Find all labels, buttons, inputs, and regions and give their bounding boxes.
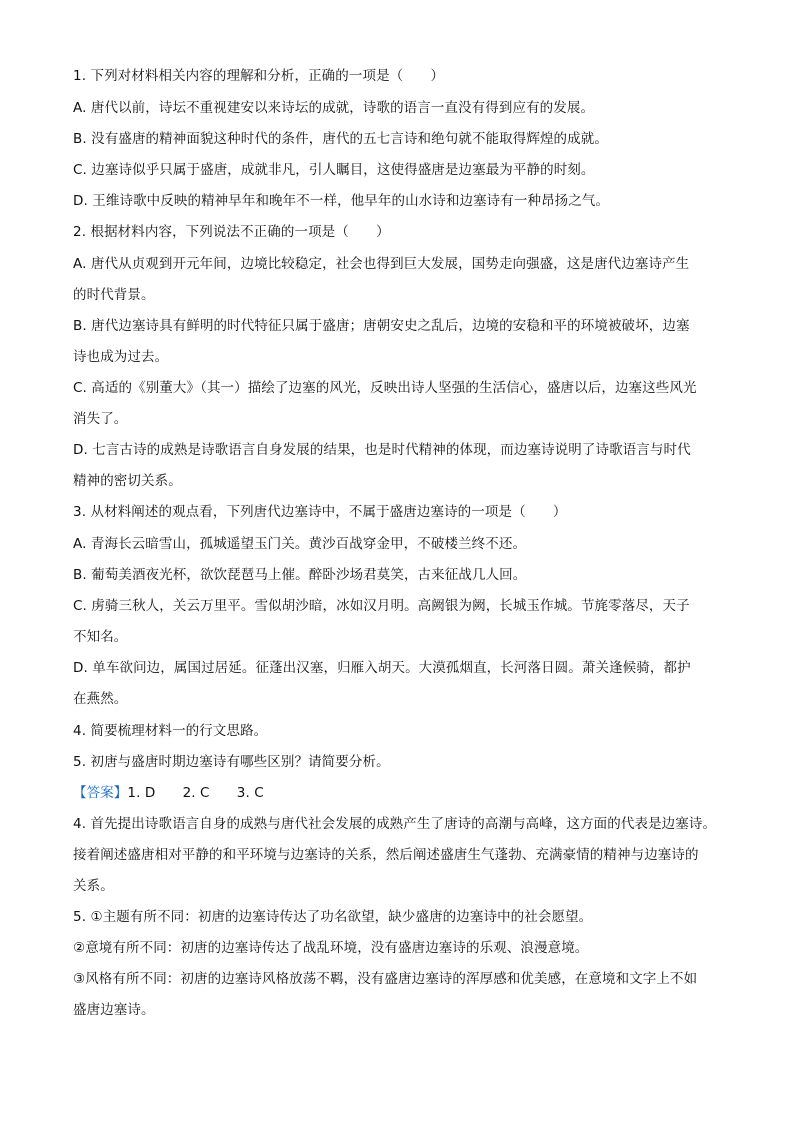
q3-option-c-line2: 不知名。 [73,629,128,645]
q2-option-b-line2: 诗也成为过去。 [73,349,169,365]
answer-4-line2: 接着阐述盛唐相对平静的和平环境与边塞诗的关系，然后阐述盛唐生气蓬勃、充满豪情的精神与边塞诗的 [73,847,699,863]
q5-stem: 5. 初唐与盛唐时期边塞诗有哪些区别？请简要分析。 [73,754,390,770]
q3-option-a: A. 青海长云暗雪山，孤城遥望玉门关。黄沙百战穿金甲，不破楼兰终不还。 [73,536,527,552]
q2-option-d-line1: D. 七言古诗的成熟是诗歌语言自身发展的结果，也是时代精神的体现，而边塞诗说明了诗歌语言与时代 [73,442,691,458]
q1-stem: 1. 下列对材料相关内容的理解和分析，正确的一项是（ ） [73,68,445,84]
q2-stem: 2. 根据材料内容，下列说法不正确的一项是（ ） [73,224,390,240]
q3-option-d-line2: 在燕然。 [73,691,128,707]
q2-option-b-line1: B. 唐代边塞诗具有鲜明的时代特征只属于盛唐；唐朝安史之乱后，边境的安稳和平的环境被破坏，边塞 [73,318,690,334]
answer-5-line1: 5. ①主题有所不同：初唐的边塞诗传达了功名欲望，缺少盛唐的边塞诗中的社会愿望。 [73,909,593,925]
q2-option-c-line2: 消失了。 [73,411,128,427]
q3-option-d-line1: D. 单车欲问边，属国过居延。征蓬出汉塞，归雁入胡天。大漠孤烟直，长河落日圆。萧关逢候骑，都护 [73,660,691,676]
answer-tag: 【答案】 [73,785,128,801]
answer-4-line1: 4. 首先提出诗歌语言自身的成熟与唐代社会发展的成熟产生了唐诗的高潮与高峰，这方面的代表是边塞诗。 [73,816,717,832]
answer-choices: 1. D 2. C 3. C [127,785,264,801]
answer-5-line3: ③风格有所不同：初唐的边塞诗风格放荡不羁，没有盛唐边塞诗的浑厚感和优美感，在意境和文字上不如 [73,971,698,987]
answer-4-line3: 关系。 [73,878,114,894]
q1-option-b: B. 没有盛唐的精神面貌这种时代的条件，唐代的五七言诗和绝句就不能取得辉煌的成就。 [73,131,608,147]
q2-option-d-line2: 精神的密切关系。 [73,473,182,489]
q2-option-a-line2: 的时代背景。 [73,287,155,303]
answer-5-line4: 盛唐边塞诗。 [73,1002,155,1018]
q2-option-c-line1: C. 高适的《别董大》（其一）描绘了边塞的风光，反映出诗人坚强的生活信心，盛唐以后，边塞这些风光 [73,380,697,396]
q1-option-c: C. 边塞诗似乎只属于盛唐，成就非凡，引人瞩目，这使得盛唐是边塞最为平静的时刻。 [73,162,595,178]
q1-option-d: D. 王维诗歌中反映的精神早年和晚年不一样，他早年的山水诗和边塞诗有一种昂扬之气。 [73,193,610,209]
answer-5-line2: ②意境有所不同：初唐的边塞诗传达了战乱环境，没有盛唐边塞诗的乐观、浪漫意境。 [73,940,589,956]
q4-stem: 4. 简要梳理材料一的行文思路。 [73,723,268,739]
q3-option-b: B. 葡萄美酒夜光杯，欲饮琵琶马上催。醉卧沙场君莫笑，古来征战几人回。 [73,567,527,583]
q3-stem: 3. 从材料阐述的观点看，下列唐代边塞诗中，不属于盛唐边塞诗的一项是（ ） [73,504,567,520]
answer-line [73,783,264,803]
q3-option-c-line1: C. 虏骑三秋人，关云万里平。雪似胡沙暗，冰如汉月明。高阙银为阙，长城玉作城。节旄零落尽，天子 [73,598,690,614]
q1-option-a: A. 唐代以前，诗坛不重视建安以来诗坛的成就，诗歌的语言一直没有得到应有的发展。 [73,100,595,116]
q2-option-a-line1: A. 唐代从贞观到开元年间，边境比较稳定，社会也得到巨大发展，国势走向强盛，这是唐代边塞诗产生 [73,256,690,272]
